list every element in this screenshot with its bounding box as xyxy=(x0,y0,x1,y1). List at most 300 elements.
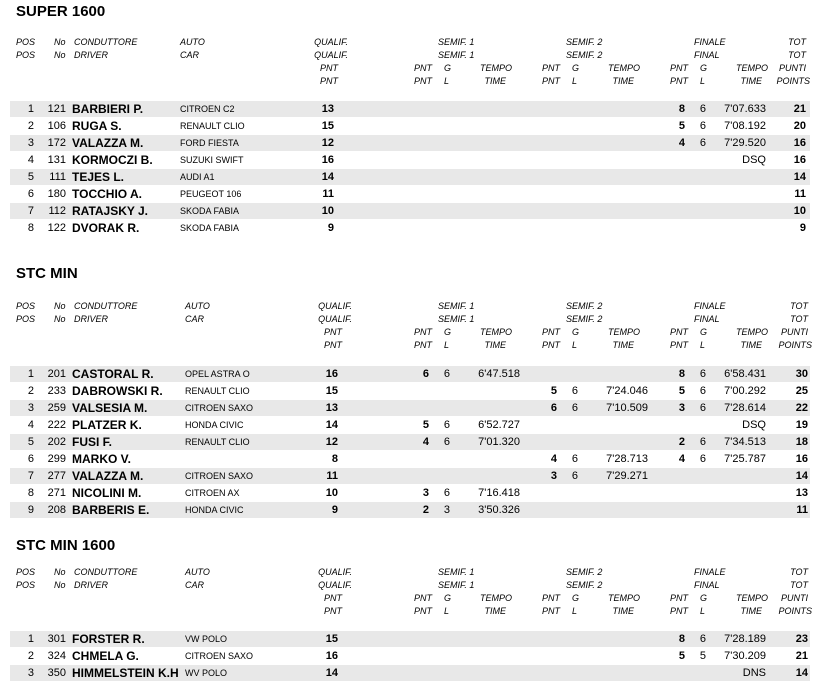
row-car xyxy=(185,451,275,467)
row-final-pnt xyxy=(665,417,685,433)
row-driver: DVORAK R. xyxy=(72,221,140,235)
row-final-g: 6 xyxy=(699,120,706,132)
header-final-tempo: TEMPO xyxy=(735,63,768,73)
header-semif1-time: TIME xyxy=(484,76,506,86)
row-final-g xyxy=(692,203,706,219)
header-final-time: TIME xyxy=(740,76,762,86)
row-pos: 7 xyxy=(27,470,34,482)
row-qualif-pnt: 16 xyxy=(325,650,338,662)
row-car: OPEL ASTRA O xyxy=(185,369,250,379)
header-final-tempo: TEMPO xyxy=(735,593,768,603)
header-no: No xyxy=(54,567,66,577)
row-pos: 3 xyxy=(27,137,34,149)
header-tot: TOT xyxy=(788,50,806,60)
header-car: AUTO xyxy=(185,301,210,311)
row-no: 180 xyxy=(47,188,66,200)
row-car: FORD FIESTA xyxy=(180,138,239,148)
row-final-pnt: 2 xyxy=(678,436,685,448)
header-qualif-pnt: PNT xyxy=(320,63,338,73)
row-final-pnt xyxy=(665,169,685,185)
table-row xyxy=(10,417,810,433)
header-car: AUTO xyxy=(185,567,210,577)
header-semif2-g: G xyxy=(572,63,580,73)
header-no: No xyxy=(54,301,66,311)
row-car: RENAULT CLIO xyxy=(185,386,250,396)
row-car: RENAULT CLIO xyxy=(185,437,250,447)
header-semif1-time: TIME xyxy=(484,606,506,616)
row-semif1-pnt xyxy=(409,383,429,399)
header-tot: TOT xyxy=(788,37,806,47)
table-row xyxy=(10,220,810,236)
row-semif1-time xyxy=(460,451,520,467)
header-semif1: SEMIF. 1 xyxy=(438,580,475,590)
row-tot: 30 xyxy=(795,368,808,380)
header-semif1-time: TIME xyxy=(484,340,506,350)
row-final-time xyxy=(706,186,766,202)
row-pos: 8 xyxy=(27,222,34,234)
row-final-time: 6'58.431 xyxy=(724,368,766,380)
row-final-pnt: 5 xyxy=(678,385,685,397)
header-final-time: TIME xyxy=(740,340,762,350)
row-final-time xyxy=(706,485,766,501)
row-final-time: 7'08.192 xyxy=(724,120,766,132)
row-semif2-pnt xyxy=(537,485,557,501)
row-final-pnt xyxy=(665,220,685,236)
header-final: FINAL xyxy=(694,314,720,324)
header-semif2: SEMIF. 2 xyxy=(566,567,603,577)
row-driver: FUSI F. xyxy=(72,435,113,449)
row-tot: 25 xyxy=(795,385,808,397)
header-semif2-g: G xyxy=(572,327,580,337)
row-final-g xyxy=(692,186,706,202)
row-qualif-pnt: 12 xyxy=(325,436,338,448)
header-driver: CONDUTTORE xyxy=(74,567,138,577)
header-driver: DRIVER xyxy=(74,314,109,324)
header-semif2-pnt: PNT xyxy=(542,340,560,350)
header-no: No xyxy=(54,314,66,324)
row-semif2-g xyxy=(564,502,578,518)
row-semif1-time: 6'47.518 xyxy=(478,368,520,380)
header-driver: DRIVER xyxy=(74,50,109,60)
row-pos: 9 xyxy=(27,504,34,516)
row-qualif-pnt: 15 xyxy=(325,385,338,397)
row-semif2-pnt xyxy=(537,135,557,151)
row-final-g: 5 xyxy=(699,650,706,662)
row-final-pnt xyxy=(665,468,685,484)
row-final-pnt xyxy=(665,485,685,501)
row-semif2-time xyxy=(588,648,648,664)
header-semif2-pnt: PNT xyxy=(542,63,560,73)
row-driver: NICOLINI M. xyxy=(72,486,142,500)
row-semif2-g: 6 xyxy=(571,470,578,482)
row-final-time: DSQ xyxy=(742,154,766,166)
header-semif1-tempo: TEMPO xyxy=(479,63,512,73)
row-pos: 6 xyxy=(27,188,34,200)
row-car: HONDA CIVIC xyxy=(185,420,244,430)
row-driver: BARBERIS E. xyxy=(72,503,150,517)
row-no: 112 xyxy=(48,205,66,217)
row-semif2-pnt xyxy=(537,186,557,202)
row-semif2-pnt xyxy=(537,118,557,134)
header-qualif-pnt: PNT xyxy=(324,593,342,603)
row-final-g xyxy=(692,152,706,168)
row-car: CITROEN AX xyxy=(185,488,240,498)
row-final-time xyxy=(706,220,766,236)
header-tot: TOT xyxy=(790,301,808,311)
row-semif2-g xyxy=(564,101,578,117)
header-tot: TOT xyxy=(790,567,808,577)
header-semif2-tempo: TEMPO xyxy=(607,327,640,337)
row-final-g xyxy=(692,485,706,501)
row-semif2-time xyxy=(588,220,648,236)
header-semif1-pnt: PNT xyxy=(414,76,432,86)
row-semif2-time xyxy=(588,502,648,518)
row-final-g: 6 xyxy=(699,368,706,380)
row-no: 233 xyxy=(47,385,66,397)
row-semif2-time xyxy=(588,434,648,450)
row-driver: VALAZZA M. xyxy=(72,469,144,483)
row-final-time xyxy=(706,169,766,185)
row-final-g: 6 xyxy=(699,402,706,414)
table-row xyxy=(10,665,810,681)
header-final: FINALE xyxy=(694,37,726,47)
row-semif1-g: 3 xyxy=(443,504,450,516)
row-semif1-pnt xyxy=(409,186,429,202)
row-semif1-time xyxy=(460,101,520,117)
row-no: 259 xyxy=(47,402,66,414)
header-final-time: TIME xyxy=(740,606,762,616)
row-pos: 5 xyxy=(27,436,34,448)
row-tot: 14 xyxy=(793,171,806,183)
row-semif2-g xyxy=(564,135,578,151)
row-no: 350 xyxy=(47,667,66,679)
row-semif2-g xyxy=(564,152,578,168)
row-qualif-pnt: 15 xyxy=(325,633,338,645)
row-tot: 20 xyxy=(793,120,806,132)
header-semif2-time: TIME xyxy=(612,340,634,350)
header-semif1-g: G xyxy=(444,63,452,73)
header-semif2-pnt: PNT xyxy=(542,76,560,86)
row-semif2-pnt: 3 xyxy=(550,470,557,482)
row-semif1-g xyxy=(436,135,450,151)
row-semif1-pnt xyxy=(409,665,429,681)
header-final-g: G xyxy=(700,63,708,73)
header-points: POINTS xyxy=(778,606,812,616)
header-semif2: SEMIF. 2 xyxy=(566,50,603,60)
row-semif1-g xyxy=(436,631,450,647)
row-final-pnt xyxy=(665,203,685,219)
header-semif2-tempo: TEMPO xyxy=(607,593,640,603)
row-qualif-pnt: 10 xyxy=(321,205,334,217)
row-no: 122 xyxy=(47,222,66,234)
header-punti: PUNTI xyxy=(781,593,808,603)
row-no: 277 xyxy=(47,470,66,482)
row-semif1-g xyxy=(436,152,450,168)
header-driver: DRIVER xyxy=(74,580,109,590)
row-final-g: 6 xyxy=(699,103,706,115)
row-semif1-pnt xyxy=(409,101,429,117)
header-semif1-tempo: TEMPO xyxy=(479,593,512,603)
row-semif2-pnt xyxy=(537,152,557,168)
row-final-pnt xyxy=(665,665,685,681)
header-semif2-g: G xyxy=(572,593,580,603)
row-semif2-time xyxy=(588,169,648,185)
row-semif1-time xyxy=(460,186,520,202)
row-driver: VALAZZA M. xyxy=(72,136,144,150)
row-semif2-time xyxy=(588,631,648,647)
row-final-g xyxy=(692,220,706,236)
table-row xyxy=(10,203,810,219)
header-pos: POS xyxy=(16,567,36,577)
header-semif1: SEMIF. 1 xyxy=(438,50,475,60)
row-final-time: DSQ xyxy=(742,419,766,431)
row-final-g xyxy=(692,417,706,433)
header-car: CAR xyxy=(185,580,205,590)
header-final-l: L xyxy=(700,606,706,616)
header-semif1-l: L xyxy=(444,76,450,86)
row-final-time: 7'28.189 xyxy=(724,633,766,645)
header-semif1-g: G xyxy=(444,593,452,603)
row-no: 172 xyxy=(47,137,66,149)
row-semif2-pnt xyxy=(537,417,557,433)
row-semif2-pnt: 6 xyxy=(550,402,557,414)
table-row xyxy=(10,451,810,467)
row-semif1-g: 6 xyxy=(443,368,450,380)
row-qualif-pnt: 11 xyxy=(322,188,334,200)
table-row xyxy=(10,434,810,450)
row-pos: 3 xyxy=(27,402,34,414)
row-semif2-g: 6 xyxy=(571,385,578,397)
row-semif2-pnt xyxy=(537,101,557,117)
row-final-g: 6 xyxy=(699,453,706,465)
row-semif1-time xyxy=(460,118,520,134)
row-car: WV POLO xyxy=(185,668,228,678)
row-tot: 21 xyxy=(795,650,808,662)
row-semif1-pnt xyxy=(409,400,429,416)
row-semif1-time xyxy=(460,631,520,647)
row-semif1-g: 6 xyxy=(443,436,450,448)
header-punti: PUNTI xyxy=(779,63,806,73)
row-semif2-pnt xyxy=(537,434,557,450)
row-qualif-pnt: 13 xyxy=(321,103,334,115)
row-qualif-pnt: 9 xyxy=(327,222,334,234)
header-semif2: SEMIF. 2 xyxy=(566,301,603,311)
row-no: 121 xyxy=(47,103,66,115)
row-car: CITROEN SAXO xyxy=(185,403,254,413)
header-semif1-tempo: TEMPO xyxy=(479,327,512,337)
row-no: 222 xyxy=(47,419,66,431)
row-semif2-pnt: 5 xyxy=(550,385,557,397)
row-car: VW POLO xyxy=(185,634,228,644)
row-semif1-time: 6'52.727 xyxy=(478,419,520,431)
row-semif2-pnt xyxy=(537,220,557,236)
row-pos: 3 xyxy=(27,667,34,679)
row-car: CITROEN C2 xyxy=(180,104,235,114)
row-qualif-pnt: 10 xyxy=(325,487,338,499)
row-tot: 16 xyxy=(795,453,808,465)
row-no: 106 xyxy=(47,120,66,132)
header-final: FINAL xyxy=(694,580,720,590)
row-final-pnt: 8 xyxy=(678,368,685,380)
header-final-pnt: PNT xyxy=(670,327,688,337)
row-no: 131 xyxy=(47,154,66,166)
row-driver: DABROWSKI R. xyxy=(72,384,163,398)
header-final-l: L xyxy=(700,340,706,350)
row-semif2-g: 6 xyxy=(571,453,578,465)
row-driver: TOCCHIO A. xyxy=(72,187,143,201)
table-row xyxy=(10,366,810,382)
row-final-g xyxy=(692,169,706,185)
row-semif2-g xyxy=(564,220,578,236)
row-no: 202 xyxy=(47,436,66,448)
row-no: 201 xyxy=(47,368,66,380)
row-semif1-g xyxy=(436,186,450,202)
row-semif2-g xyxy=(564,186,578,202)
row-semif2-time: 7'10.509 xyxy=(606,402,648,414)
header-semif2: SEMIF. 2 xyxy=(566,314,603,324)
header-final: FINAL xyxy=(694,50,720,60)
table-row xyxy=(10,648,810,664)
header-qualif: QUALIF. xyxy=(314,50,348,60)
row-pos: 4 xyxy=(27,419,34,431)
header-final-tempo: TEMPO xyxy=(735,327,768,337)
row-tot: 10 xyxy=(793,205,806,217)
row-final-time xyxy=(706,203,766,219)
row-driver: RUGA S. xyxy=(72,119,122,133)
row-car: CITROEN SAXO xyxy=(185,651,254,661)
header-no: No xyxy=(54,580,66,590)
header-final-pnt: PNT xyxy=(670,606,688,616)
header-final: FINALE xyxy=(694,567,726,577)
row-semif2-time xyxy=(588,186,648,202)
row-car: SKODA FABIA xyxy=(180,206,240,216)
header-qualif: QUALIF. xyxy=(318,580,352,590)
header-final: FINALE xyxy=(694,301,726,311)
row-pos: 7 xyxy=(27,205,34,217)
row-semif2-g xyxy=(564,665,578,681)
header-pos: POS xyxy=(16,37,36,47)
header-no: No xyxy=(54,37,66,47)
row-final-pnt: 5 xyxy=(678,650,685,662)
row-semif1-pnt: 3 xyxy=(422,487,429,499)
row-tot: 14 xyxy=(795,667,808,679)
row-tot: 23 xyxy=(795,633,808,645)
row-semif2-g xyxy=(564,417,578,433)
row-final-g: 6 xyxy=(699,137,706,149)
header-semif1-pnt: PNT xyxy=(414,327,432,337)
row-final-g: 6 xyxy=(699,385,706,397)
table-row xyxy=(10,101,810,117)
header-semif2-l: L xyxy=(572,76,578,86)
header-semif1: SEMIF. 1 xyxy=(438,301,475,311)
row-no: 324 xyxy=(47,650,66,662)
row-semif2-g xyxy=(564,631,578,647)
table-row xyxy=(10,400,810,416)
row-semif1-pnt xyxy=(409,468,429,484)
row-final-g xyxy=(692,665,706,681)
row-qualif-pnt: 16 xyxy=(325,368,338,380)
row-semif2-pnt xyxy=(537,665,557,681)
row-semif2-time: 7'28.713 xyxy=(606,453,648,465)
table-row xyxy=(10,383,810,399)
row-semif2-pnt xyxy=(537,169,557,185)
table-row xyxy=(10,118,810,134)
row-no: 301 xyxy=(47,633,66,645)
row-final-g: 6 xyxy=(699,633,706,645)
header-semif2-pnt: PNT xyxy=(542,606,560,616)
row-tot: 16 xyxy=(793,137,806,149)
row-semif1-pnt xyxy=(409,118,429,134)
row-semif1-time xyxy=(460,400,520,416)
row-semif2-time xyxy=(588,665,648,681)
row-semif2-g xyxy=(564,118,578,134)
header-no: No xyxy=(54,50,66,60)
header-qualif: QUALIF. xyxy=(318,314,352,324)
row-semif1-g: 6 xyxy=(443,419,450,431)
row-semif1-g xyxy=(436,665,450,681)
row-driver: VALSESIA M. xyxy=(72,401,148,415)
row-tot: 18 xyxy=(795,436,808,448)
header-final-pnt: PNT xyxy=(670,593,688,603)
row-no: 299 xyxy=(47,453,66,465)
row-semif1-time xyxy=(460,220,520,236)
row-semif2-pnt xyxy=(537,502,557,518)
row-tot: 9 xyxy=(799,222,806,234)
header-final-g: G xyxy=(700,327,708,337)
row-qualif-pnt: 8 xyxy=(331,453,338,465)
table-row xyxy=(10,135,810,151)
row-pos: 1 xyxy=(27,103,34,115)
row-final-time: 7'07.633 xyxy=(724,103,766,115)
header-final-pnt: PNT xyxy=(670,63,688,73)
header-qualif-pnt: PNT xyxy=(320,76,338,86)
row-semif2-time: 7'24.046 xyxy=(606,385,648,397)
row-semif2-time xyxy=(588,417,648,433)
header-semif1-pnt: PNT xyxy=(414,593,432,603)
row-final-g xyxy=(692,502,706,518)
table-row xyxy=(10,468,810,484)
row-semif2-g xyxy=(564,169,578,185)
header-pos: POS xyxy=(16,314,36,324)
row-semif2-pnt xyxy=(537,203,557,219)
row-final-time: 7'25.787 xyxy=(724,453,766,465)
row-semif1-g xyxy=(436,118,450,134)
header-points: POINTS xyxy=(776,76,810,86)
header-semif2-l: L xyxy=(572,606,578,616)
table-row xyxy=(10,485,810,501)
row-semif1-pnt xyxy=(409,135,429,151)
header-semif2: SEMIF. 2 xyxy=(566,580,603,590)
row-tot: 16 xyxy=(793,154,806,166)
row-no: 271 xyxy=(47,487,66,499)
row-pos: 2 xyxy=(27,120,34,132)
header-semif1-g: G xyxy=(444,327,452,337)
row-final-pnt: 8 xyxy=(678,633,685,645)
header-semif1-l: L xyxy=(444,340,450,350)
row-final-g: 6 xyxy=(699,436,706,448)
header-semif2-l: L xyxy=(572,340,578,350)
header-driver: CONDUTTORE xyxy=(74,301,138,311)
row-qualif-pnt: 12 xyxy=(321,137,334,149)
header-final-g: G xyxy=(700,593,708,603)
row-pos: 2 xyxy=(27,650,34,662)
row-tot: 14 xyxy=(795,470,808,482)
row-semif2-g: 6 xyxy=(571,402,578,414)
row-semif2-time xyxy=(588,101,648,117)
row-driver: HIMMELSTEIN K.H xyxy=(72,666,179,680)
header-semif2-time: TIME xyxy=(612,606,634,616)
row-car: SUZUKI SWIFT xyxy=(180,155,244,165)
